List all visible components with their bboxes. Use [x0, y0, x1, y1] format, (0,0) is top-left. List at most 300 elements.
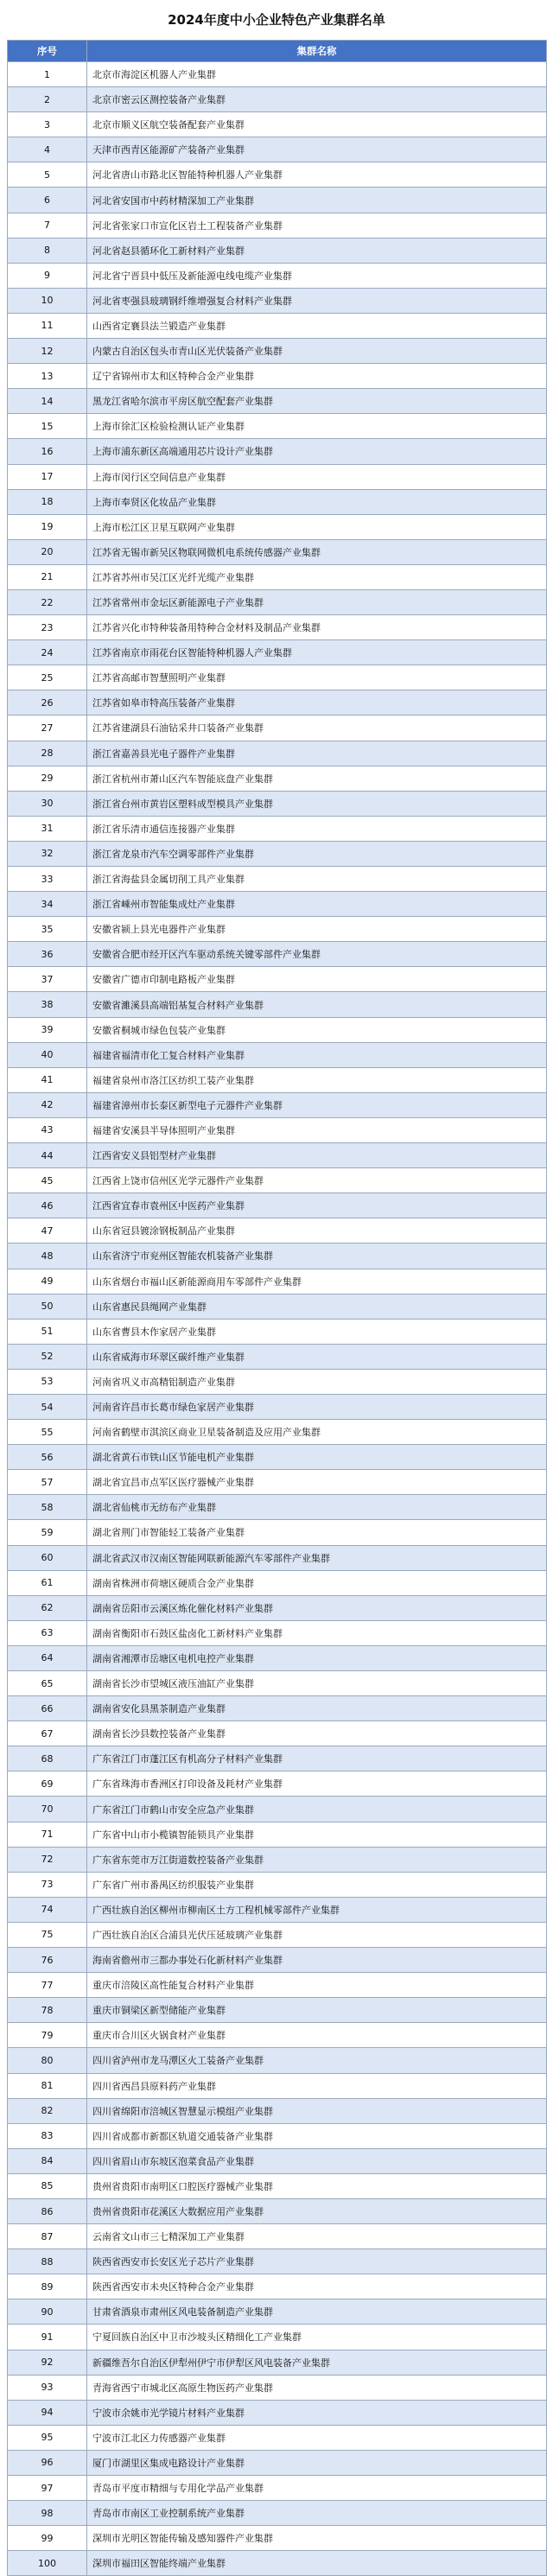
cluster-name: 湖北省宜昌市点军区医疗器械产业集群	[87, 1470, 547, 1495]
table-row	[8, 464, 547, 489]
table-row	[8, 992, 547, 1017]
cluster-name: 江苏省常州市金坛区新能源电子产业集群	[87, 589, 547, 614]
cluster-name: 北京市顺义区航空装备配套产业集群	[87, 112, 547, 137]
table-row	[8, 339, 547, 364]
table-row	[8, 615, 547, 640]
row-index: 48	[8, 1243, 87, 1269]
row-index: 36	[8, 942, 87, 967]
row-index: 55	[8, 1420, 87, 1445]
cluster-name: 黑龙江省哈尔滨市平房区航空配套产业集群	[87, 389, 547, 414]
row-index: 34	[8, 892, 87, 917]
cluster-name: 广东省珠海市香洲区打印设备及耗材产业集群	[87, 1771, 547, 1797]
row-index: 5	[8, 162, 87, 188]
cluster-name: 广西壮族自治区合浦县光伏压延玻璃产业集群	[87, 1922, 547, 1947]
cluster-name: 福建省福清市化工复合材料产业集群	[87, 1042, 547, 1067]
table-row	[8, 942, 547, 967]
row-index: 53	[8, 1369, 87, 1394]
cluster-name: 上海市徐汇区检验检测认证产业集群	[87, 414, 547, 439]
cluster-name: 江西省安义县铝型材产业集群	[87, 1143, 547, 1168]
table-row	[8, 263, 547, 288]
cluster-name: 北京市密云区测控装备产业集群	[87, 87, 547, 112]
cluster-name: 广东省江门市蓬江区有机高分子材料产业集群	[87, 1746, 547, 1771]
table-row	[8, 1595, 547, 1620]
table-row	[8, 2299, 547, 2325]
cluster-name: 河北省唐山市路北区智能特种机器人产业集群	[87, 162, 547, 188]
row-index: 80	[8, 2048, 87, 2073]
cluster-name: 宁夏回族自治区中卫市沙坡头区精细化工产业集群	[87, 2325, 547, 2350]
table-row	[8, 213, 547, 238]
row-index: 13	[8, 364, 87, 389]
row-index: 79	[8, 2023, 87, 2048]
row-index: 77	[8, 1973, 87, 1998]
cluster-name: 湖北省黄石市铁山区节能电机产业集群	[87, 1445, 547, 1470]
row-index: 27	[8, 716, 87, 741]
cluster-name: 重庆市合川区火锅食材产业集群	[87, 2023, 547, 2048]
cluster-name: 广西壮族自治区柳州市柳南区土方工程机械零部件产业集群	[87, 1897, 547, 1922]
row-index: 96	[8, 2450, 87, 2475]
row-index: 81	[8, 2073, 87, 2098]
row-index: 92	[8, 2350, 87, 2375]
row-index: 57	[8, 1470, 87, 1495]
cluster-name: 四川省眉山市东坡区泡菜食品产业集群	[87, 2148, 547, 2173]
row-index: 38	[8, 992, 87, 1017]
cluster-name: 厦门市湖里区集成电路设计产业集群	[87, 2450, 547, 2475]
row-index: 100	[8, 2551, 87, 2576]
cluster-name: 河北省张家口市宣化区岩土工程装备产业集群	[87, 213, 547, 238]
cluster-name: 海南省儋州市三都办事处石化新材料产业集群	[87, 1948, 547, 1973]
cluster-name: 四川省绵阳市涪城区智慧显示模组产业集群	[87, 2098, 547, 2123]
table-row	[8, 2048, 547, 2073]
table-row	[8, 589, 547, 614]
row-index: 32	[8, 841, 87, 866]
cluster-name: 浙江省海盐县金属切削工具产业集群	[87, 867, 547, 892]
row-index: 46	[8, 1193, 87, 1218]
row-index: 18	[8, 489, 87, 514]
row-index: 31	[8, 816, 87, 841]
table-row	[8, 867, 547, 892]
cluster-name: 江苏省无锡市新吴区物联网微机电系统传感器产业集群	[87, 539, 547, 564]
row-index: 52	[8, 1344, 87, 1369]
table-row	[8, 1645, 547, 1670]
table-row	[8, 238, 547, 263]
cluster-name: 贵州省贵阳市南明区口腔医疗器械产业集群	[87, 2173, 547, 2198]
cluster-name: 安徽省濉溪县高端铝基复合材料产业集群	[87, 992, 547, 1017]
table-row	[8, 1470, 547, 1495]
cluster-name: 湖南省株洲市荷塘区硬质合金产业集群	[87, 1570, 547, 1595]
table-row	[8, 1168, 547, 1193]
row-index: 49	[8, 1269, 87, 1294]
row-index: 66	[8, 1696, 87, 1721]
cluster-name: 陕西省西安市未央区特种合金产业集群	[87, 2274, 547, 2299]
table-row	[8, 640, 547, 665]
table-row	[8, 841, 547, 866]
row-index: 71	[8, 1822, 87, 1847]
cluster-name: 湖北省仙桃市无纺布产业集群	[87, 1495, 547, 1520]
row-index: 93	[8, 2375, 87, 2400]
table-row	[8, 1218, 547, 1243]
cluster-name: 河北省枣强县玻璃钢纤维增强复合材料产业集群	[87, 288, 547, 313]
table-row	[8, 1620, 547, 1645]
row-index: 50	[8, 1294, 87, 1319]
table-row	[8, 1847, 547, 1872]
row-index: 68	[8, 1746, 87, 1771]
table-row	[8, 1319, 547, 1344]
cluster-name: 天津市西青区能源矿产装备产业集群	[87, 137, 547, 162]
table-row	[8, 2501, 547, 2526]
row-index: 14	[8, 389, 87, 414]
row-index: 74	[8, 1897, 87, 1922]
table-row	[8, 1042, 547, 1067]
row-index: 9	[8, 263, 87, 288]
table-row	[8, 1721, 547, 1746]
row-index: 12	[8, 339, 87, 364]
row-index: 19	[8, 514, 87, 539]
table-row	[8, 2274, 547, 2299]
cluster-name: 河南省巩义市高精铝制造产业集群	[87, 1369, 547, 1394]
table-row	[8, 1872, 547, 1897]
row-index: 26	[8, 690, 87, 716]
table-row	[8, 917, 547, 942]
cluster-name: 贵州省贵阳市花溪区大数据应用产业集群	[87, 2198, 547, 2223]
row-index: 69	[8, 1771, 87, 1797]
table-row	[8, 892, 547, 917]
table-row	[8, 489, 547, 514]
table-row	[8, 816, 547, 841]
table-row	[8, 137, 547, 162]
table-row	[8, 1369, 547, 1394]
cluster-name: 宁波市余姚市光学镜片材料产业集群	[87, 2400, 547, 2425]
row-index: 73	[8, 1872, 87, 1897]
row-index: 88	[8, 2249, 87, 2274]
row-index: 2	[8, 87, 87, 112]
table-row	[8, 1243, 547, 1269]
table-body	[8, 62, 547, 2576]
cluster-name: 安徽省颍上县光电器件产业集群	[87, 917, 547, 942]
table-row	[8, 564, 547, 589]
table-row	[8, 1822, 547, 1847]
cluster-name: 江苏省南京市雨花台区智能特种机器人产业集群	[87, 640, 547, 665]
row-index: 78	[8, 1998, 87, 2023]
row-index: 39	[8, 1017, 87, 1042]
table-row	[8, 1067, 547, 1092]
cluster-name: 湖南省安化县黑茶制造产业集群	[87, 1696, 547, 1721]
row-index: 91	[8, 2325, 87, 2350]
cluster-name: 广东省江门市鹤山市安全应急产业集群	[87, 1797, 547, 1822]
cluster-name: 安徽省广德市印制电路板产业集群	[87, 967, 547, 992]
row-index: 43	[8, 1117, 87, 1142]
row-index: 6	[8, 188, 87, 213]
cluster-name: 重庆市涪陵区高性能复合材料产业集群	[87, 1973, 547, 1998]
row-index: 4	[8, 137, 87, 162]
cluster-name: 广东省东莞市万江街道数控装备产业集群	[87, 1847, 547, 1872]
table-row	[8, 690, 547, 716]
row-index: 72	[8, 1847, 87, 1872]
cluster-name: 江西省上饶市信州区光学元器件产业集群	[87, 1168, 547, 1193]
table-row	[8, 2400, 547, 2425]
table-row	[8, 1973, 547, 1998]
table-row	[8, 2123, 547, 2148]
table-row	[8, 2023, 547, 2048]
table-row	[8, 1117, 547, 1142]
cluster-name: 江苏省高邮市智慧照明产业集群	[87, 665, 547, 690]
cluster-name: 江苏省如皋市特高压装备产业集群	[87, 690, 547, 716]
table-row	[8, 1344, 547, 1369]
table-row	[8, 364, 547, 389]
row-index: 37	[8, 967, 87, 992]
cluster-name: 湖北省武汉市汉南区智能网联新能源汽车零部件产业集群	[87, 1545, 547, 1570]
row-index: 76	[8, 1948, 87, 1973]
row-index: 35	[8, 917, 87, 942]
row-index: 67	[8, 1721, 87, 1746]
row-index: 86	[8, 2198, 87, 2223]
row-index: 54	[8, 1394, 87, 1419]
row-index: 62	[8, 1595, 87, 1620]
table-row	[8, 741, 547, 766]
table-row	[8, 766, 547, 791]
cluster-name: 山东省曹县木作家居产业集群	[87, 1319, 547, 1344]
row-index: 29	[8, 766, 87, 791]
cluster-name: 山东省威海市环翠区碳纤维产业集群	[87, 1344, 547, 1369]
cluster-name: 上海市松江区卫星互联网产业集群	[87, 514, 547, 539]
cluster-name: 江苏省建湖县石油钻采井口装备产业集群	[87, 716, 547, 741]
row-index: 97	[8, 2476, 87, 2501]
row-index: 7	[8, 213, 87, 238]
table-row	[8, 1897, 547, 1922]
table-row	[8, 439, 547, 464]
table-row	[8, 1495, 547, 1520]
table-row	[8, 1420, 547, 1445]
table-row	[8, 1671, 547, 1696]
cluster-name: 四川省西昌县原料药产业集群	[87, 2073, 547, 2098]
row-index: 28	[8, 741, 87, 766]
cluster-name: 四川省泸州市龙马潭区火工装备产业集群	[87, 2048, 547, 2073]
row-index: 42	[8, 1092, 87, 1117]
cluster-name: 湖南省衡阳市石鼓区盐卤化工新材料产业集群	[87, 1620, 547, 1645]
table-row	[8, 1143, 547, 1168]
table-row	[8, 1922, 547, 1947]
row-index: 23	[8, 615, 87, 640]
row-index: 47	[8, 1218, 87, 1243]
table-row	[8, 1294, 547, 1319]
table-row	[8, 2375, 547, 2400]
header-index: 序号	[8, 41, 87, 62]
table-row	[8, 1797, 547, 1822]
table-row	[8, 1269, 547, 1294]
cluster-table	[7, 40, 547, 2576]
table-row	[8, 2148, 547, 2173]
table-row	[8, 2098, 547, 2123]
cluster-name: 山东省惠民县绳网产业集群	[87, 1294, 547, 1319]
table-row	[8, 2325, 547, 2350]
table-row	[8, 967, 547, 992]
cluster-name: 湖南省岳阳市云溪区炼化催化材料产业集群	[87, 1595, 547, 1620]
table-row	[8, 62, 547, 87]
table-row	[8, 1520, 547, 1545]
table-row	[8, 1092, 547, 1117]
cluster-name: 山西省定襄县法兰锻造产业集群	[87, 313, 547, 338]
cluster-name: 福建省泉州市洛江区纺织工装产业集群	[87, 1067, 547, 1092]
cluster-name: 甘肃省酒泉市肃州区风电装备制造产业集群	[87, 2299, 547, 2325]
row-index: 3	[8, 112, 87, 137]
table-row	[8, 2224, 547, 2249]
table-row	[8, 313, 547, 338]
row-index: 41	[8, 1067, 87, 1092]
table-row	[8, 539, 547, 564]
table-row	[8, 2476, 547, 2501]
row-index: 1	[8, 62, 87, 87]
table-row	[8, 2551, 547, 2576]
table-row	[8, 1570, 547, 1595]
row-index: 17	[8, 464, 87, 489]
table-row	[8, 1746, 547, 1771]
cluster-name: 深圳市福田区智能终端产业集群	[87, 2551, 547, 2576]
header-name: 集群名称	[87, 41, 547, 62]
row-index: 16	[8, 439, 87, 464]
cluster-name: 云南省文山市三七精深加工产业集群	[87, 2224, 547, 2249]
cluster-name: 河北省赵县循环化工新材料产业集群	[87, 238, 547, 263]
row-index: 24	[8, 640, 87, 665]
row-index: 56	[8, 1445, 87, 1470]
cluster-name: 江苏省苏州市吴江区光纤光缆产业集群	[87, 564, 547, 589]
cluster-name: 江苏省兴化市特种装备用特种合金材料及制品产业集群	[87, 615, 547, 640]
cluster-name: 北京市海淀区机器人产业集群	[87, 62, 547, 87]
row-index: 10	[8, 288, 87, 313]
row-index: 40	[8, 1042, 87, 1067]
table-row	[8, 389, 547, 414]
cluster-name: 湖南省长沙市望城区液压油缸产业集群	[87, 1671, 547, 1696]
table-row	[8, 1696, 547, 1721]
table-row	[8, 2173, 547, 2198]
cluster-name: 浙江省杭州市萧山区汽车智能底盘产业集群	[87, 766, 547, 791]
cluster-name: 湖南省长沙县数控装备产业集群	[87, 1721, 547, 1746]
row-index: 60	[8, 1545, 87, 1570]
row-index: 64	[8, 1645, 87, 1670]
cluster-name: 上海市浦东新区高端通用芯片设计产业集群	[87, 439, 547, 464]
cluster-name: 青岛市市南区工业控制系统产业集群	[87, 2501, 547, 2526]
cluster-name: 浙江省嘉善县光电子器件产业集群	[87, 741, 547, 766]
table-row	[8, 514, 547, 539]
cluster-name: 湖北省荆门市智能轻工装备产业集群	[87, 1520, 547, 1545]
table-row	[8, 2350, 547, 2375]
table-row	[8, 791, 547, 816]
cluster-name: 安徽省桐城市绿色包装产业集群	[87, 1017, 547, 1042]
cluster-name: 新疆维吾尔自治区伊犁州伊宁市伊犁区风电装备产业集群	[87, 2350, 547, 2375]
row-index: 87	[8, 2224, 87, 2249]
row-index: 90	[8, 2299, 87, 2325]
row-index: 94	[8, 2400, 87, 2425]
table-row	[8, 1193, 547, 1218]
table-row	[8, 1948, 547, 1973]
row-index: 25	[8, 665, 87, 690]
table-row	[8, 1394, 547, 1419]
row-index: 8	[8, 238, 87, 263]
table-row	[8, 188, 547, 213]
table-row	[8, 1545, 547, 1570]
cluster-name: 山东省济宁市兖州区智能农机装备产业集群	[87, 1243, 547, 1269]
table-row	[8, 1998, 547, 2023]
cluster-name: 河北省安国市中药材精深加工产业集群	[87, 188, 547, 213]
cluster-name: 浙江省台州市黄岩区塑料成型模具产业集群	[87, 791, 547, 816]
table-row	[8, 2073, 547, 2098]
cluster-name: 广东省中山市小榄镇智能锁具产业集群	[87, 1822, 547, 1847]
row-index: 89	[8, 2274, 87, 2299]
row-index: 58	[8, 1495, 87, 1520]
table-row	[8, 162, 547, 188]
cluster-name: 青岛市平度市精细与专用化学品产业集群	[87, 2476, 547, 2501]
cluster-name: 上海市闵行区空间信息产业集群	[87, 464, 547, 489]
cluster-name: 福建省漳州市长泰区新型电子元器件产业集群	[87, 1092, 547, 1117]
row-index: 85	[8, 2173, 87, 2198]
cluster-name: 山东省烟台市福山区新能源商用车零部件产业集群	[87, 1269, 547, 1294]
row-index: 59	[8, 1520, 87, 1545]
row-index: 95	[8, 2425, 87, 2450]
row-index: 61	[8, 1570, 87, 1595]
table-row	[8, 2198, 547, 2223]
page-title: 2024年度中小企业特色产业集群名单	[168, 12, 385, 28]
row-index: 33	[8, 867, 87, 892]
cluster-name: 河北省宁晋县中低压及新能源电线电缆产业集群	[87, 263, 547, 288]
table-row	[8, 2526, 547, 2551]
cluster-name: 辽宁省锦州市太和区特种合金产业集群	[87, 364, 547, 389]
cluster-name: 重庆市铜梁区新型储能产业集群	[87, 1998, 547, 2023]
row-index: 98	[8, 2501, 87, 2526]
table-row	[8, 1017, 547, 1042]
table-row	[8, 87, 547, 112]
cluster-name: 浙江省嵊州市智能集成灶产业集群	[87, 892, 547, 917]
row-index: 15	[8, 414, 87, 439]
row-index: 75	[8, 1922, 87, 1947]
cluster-name: 河南省许昌市长葛市绿色家居产业集群	[87, 1394, 547, 1419]
row-index: 83	[8, 2123, 87, 2148]
cluster-name: 青海省西宁市城北区高原生物医药产业集群	[87, 2375, 547, 2400]
cluster-name: 内蒙古自治区包头市青山区光伏装备产业集群	[87, 339, 547, 364]
row-index: 22	[8, 589, 87, 614]
row-index: 99	[8, 2526, 87, 2551]
cluster-name: 浙江省龙泉市汽车空调零部件产业集群	[87, 841, 547, 866]
row-index: 65	[8, 1671, 87, 1696]
table-row	[8, 2425, 547, 2450]
row-index: 20	[8, 539, 87, 564]
cluster-name: 安徽省合肥市经开区汽车驱动系统关键零部件产业集群	[87, 942, 547, 967]
row-index: 70	[8, 1797, 87, 1822]
table-row	[8, 414, 547, 439]
cluster-name: 江西省宜春市袁州区中医药产业集群	[87, 1193, 547, 1218]
table-row	[8, 1445, 547, 1470]
cluster-name: 山东省冠县镀涂钢板制品产业集群	[87, 1218, 547, 1243]
cluster-name: 河南省鹤壁市淇滨区商业卫星装备制造及应用产业集群	[87, 1420, 547, 1445]
row-index: 11	[8, 313, 87, 338]
cluster-name: 上海市奉贤区化妆品产业集群	[87, 489, 547, 514]
row-index: 45	[8, 1168, 87, 1193]
row-index: 44	[8, 1143, 87, 1168]
row-index: 30	[8, 791, 87, 816]
row-index: 51	[8, 1319, 87, 1344]
row-index: 21	[8, 564, 87, 589]
cluster-name: 宁波市江北区力传感器产业集群	[87, 2425, 547, 2450]
table-row	[8, 112, 547, 137]
table-row	[8, 2450, 547, 2475]
cluster-name: 深圳市光明区智能传输及感知器件产业集群	[87, 2526, 547, 2551]
table-row	[8, 2249, 547, 2274]
row-index: 82	[8, 2098, 87, 2123]
table-header-row	[8, 41, 547, 62]
row-index: 84	[8, 2148, 87, 2173]
cluster-name: 广东省广州市番禺区纺织服装产业集群	[87, 1872, 547, 1897]
cluster-name: 福建省安溪县半导体照明产业集群	[87, 1117, 547, 1142]
cluster-name: 浙江省乐清市通信连接器产业集群	[87, 816, 547, 841]
cluster-name: 陕西省西安市长安区光子芯片产业集群	[87, 2249, 547, 2274]
row-index: 63	[8, 1620, 87, 1645]
